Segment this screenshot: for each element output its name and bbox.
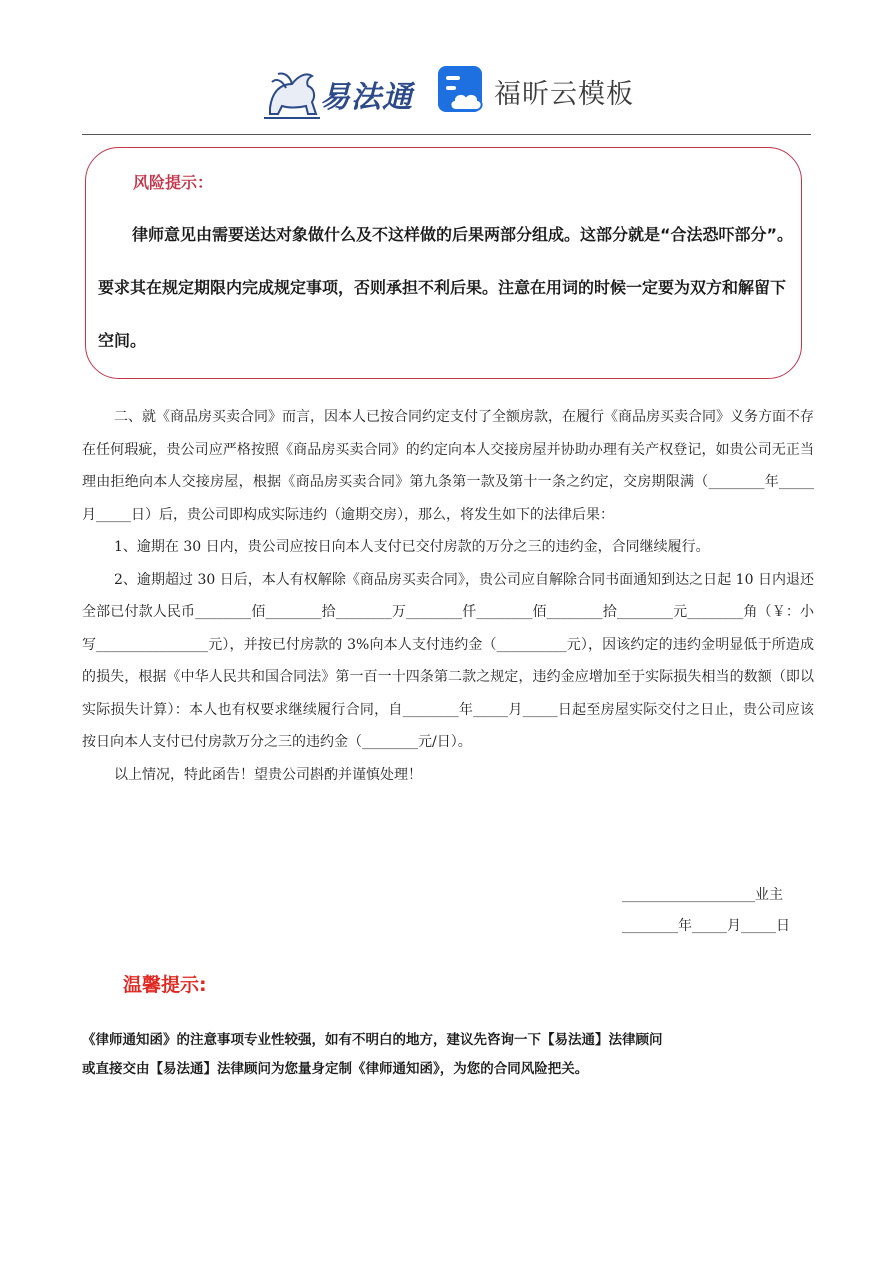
clause-2: 2、逾期超过 30 日后，本人有权解除《商品房买卖合同》，贵公司应自解除合同书面通知到达之日起 10 日内退还全部已付款人民币________佰________拾________万________仟________佰________拾________元________角（￥：小写________________元），并按已付房款的 3%向本人支付违约金（__________元），因该约定的违约金明显低于所造成的损失，根据《中华人民共和国合同法》第一百一十四条第二款之规定，违约金应增加至于实际损失相当的数额（即以实际损失计算）：本人也有权要求继续履行合同，自________年_____月_____日起至房屋实际交付之日止，贵公司应该按日向本人支付已付房款万分之三的违约金（________元/日）。	[82, 571, 814, 750]
header-divider	[82, 134, 811, 135]
tip-body	[82, 1026, 812, 1084]
logo1-text: 易法通	[320, 80, 413, 115]
yifatong-logo	[262, 62, 422, 120]
signature-date: ________年_____月_____日	[622, 918, 790, 934]
letter-body	[82, 401, 814, 791]
risk-body: 律师意见由需要送达对象做什么及不这样做的后果两部分组成。这部分就是“合法恐吓部分”。要求其在规定期限内完成规定事项，否则承担不利后果。注意在用词的时候一定要为双方和解留下空间。	[98, 225, 794, 350]
foxit-cloud-logo	[436, 64, 656, 122]
logo2-text: 福昕云模板	[494, 79, 634, 110]
qilin-icon	[262, 62, 322, 120]
tip-line-1: 《律师通知函》的注意事项专业性较强，如有不明白的地方，建议先咨询一下【易法通】法律顾问	[82, 1032, 663, 1048]
paragraph-2: 二、就《商品房买卖合同》而言，因本人已按合同约定支付了全额房款，在履行《商品房买卖合同》义务方面不存在任何瑕疵，贵公司应严格按照《商品房买卖合同》的约定向本人交接房屋并协助办理有关产权登记，如贵公司无正当理由拒绝向本人交接房屋，根据《商品房买卖合同》第九条第一款及第十一条之约定，交房期限满（________年_____月_____日）后，贵公司即构成实际违约（逾期交房），那么，将发生如下的法律后果：	[82, 409, 814, 523]
clause-1: 1、逾期在 30 日内，贵公司应按日向本人支付已交付房款的万分之三的违约金，合同继续履行。	[114, 539, 710, 555]
risk-title: 风险提示：	[133, 173, 214, 192]
cloud-doc-icon	[436, 64, 486, 116]
page-header	[0, 58, 893, 128]
signature-owner: ___________________业主	[622, 887, 783, 903]
tip-line-2: 或直接交由【易法通】法律顾问为您量身定制《律师通知函》，为您的合同风险把关。	[82, 1061, 589, 1077]
tip-title: 温馨提示:	[123, 974, 207, 996]
risk-notice-box	[85, 147, 802, 379]
closing-line: 以上情况，特此函告！望贵公司斟酌并谨慎处理！	[114, 766, 422, 783]
